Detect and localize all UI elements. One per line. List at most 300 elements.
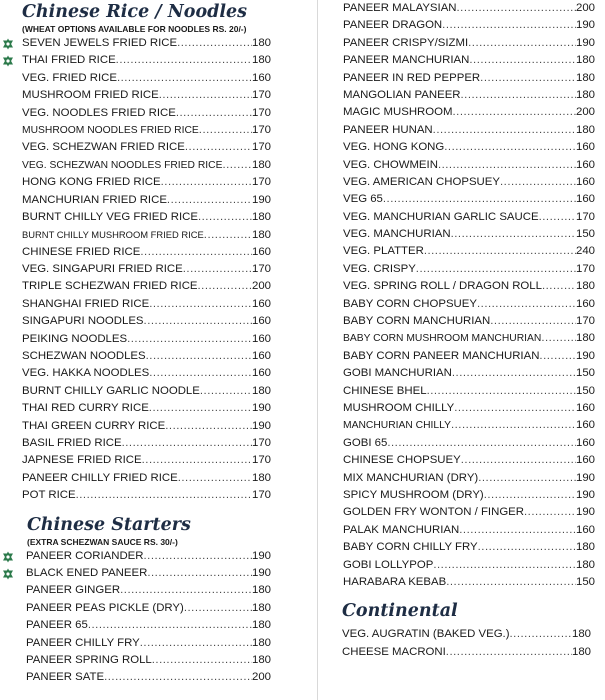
menu-item-name: POT RICE [22,489,76,502]
menu-item-name: SEVEN JEWELS FRIED RICE [22,37,178,49]
menu-item-name: VEG. SINGAPURI FRIED RICE [22,263,183,276]
menu-item-name: PANEER 65 [26,619,88,632]
menu-item-name: VEG. SCHEZWAN NOODLES FRIED RICE [22,159,223,171]
menu-item-name: VEG. FRIED RICE [22,71,117,84]
dot-leader [427,383,576,400]
menu-item-name: PALAK MANCHURIAN [343,523,460,536]
menu-item [0,452,315,469]
menu-item-price: 180 [251,158,271,171]
menu-item-name: MANGOLIAN PANEER [343,88,461,101]
menu-item-price: 150 [575,384,595,397]
menu-item [320,574,605,591]
menu-item-price: 180 [251,471,271,484]
dot-leader [185,139,252,156]
chinese-rice-section [0,0,315,505]
menu-item [320,226,605,243]
dot-leader [539,209,576,226]
menu-item [0,582,315,599]
menu-item-name: PANEER CRISPY/SIZMI [343,36,469,49]
dot-leader [177,35,252,52]
dot-leader [461,452,576,469]
dot-leader [383,191,576,208]
menu-item-name: TRIPLE SCHEZWAN FRIED RICE [22,280,198,293]
menu-item-name: SPICY MUSHROOM (DRY) [343,488,484,501]
menu-item [320,157,605,174]
dot-leader [446,574,576,591]
menu-item [320,278,605,295]
dot-leader [144,313,252,330]
menu-item-name: BABY CORN CHOPSUEY [343,297,477,310]
menu-item [320,209,605,226]
menu-item-name: BABY CORN PANEER MANCHURIAN [343,349,540,362]
menu-item-price: 160 [575,297,595,310]
menu-item-price: 180 [571,645,591,658]
menu-item-price: 190 [575,471,595,484]
menu-item [0,313,315,330]
menu-item-price: 190 [575,506,595,519]
menu-item-name: PANEER CHILLY FRIED RICE [22,471,178,484]
menu-item [0,331,315,348]
menu-item-price: 160 [575,141,595,154]
chinese-starters-list [0,548,315,687]
dot-leader [176,105,252,122]
menu-item-name: VEG. AMERICAN CHOPSUEY [343,175,500,188]
menu-item [320,0,605,17]
menu-item-price: 170 [251,436,271,449]
dot-leader [165,418,252,435]
menu-item-price: 170 [251,176,271,189]
dot-leader [127,331,252,348]
menu-item-price: 180 [575,123,595,136]
menu-item-name: GOBI LOLLYPOP [343,558,434,571]
star-of-david-icon [2,551,14,563]
column-divider [317,0,318,700]
menu-item-price: 190 [251,549,271,562]
menu-item-price: 190 [251,566,271,579]
menu-item-price: 160 [251,315,271,328]
menu-item [0,296,315,313]
menu-item [0,261,315,278]
menu-item-price: 160 [251,297,271,310]
menu-item-price: 180 [251,384,271,397]
dot-leader [477,296,576,313]
menu-item-name: VEG. AUGRATIN (BAKED VEG.) [342,628,510,641]
dot-leader [459,522,576,539]
menu-item [320,70,605,87]
menu-item [320,522,605,539]
menu-item [0,70,315,87]
menu-item-price: 170 [251,263,271,276]
menu-item [320,330,605,347]
menu-item-name: HARABARA KEBAB [343,575,447,588]
right-starters-list [320,0,605,591]
dot-leader [161,174,252,191]
menu-item-price: 200 [251,280,271,293]
dot-leader [149,296,252,313]
menu-item [0,174,315,191]
dot-leader [387,435,576,452]
menu-item-name: BURNT CHILLY MUSHROOM FRIED RICE [22,229,204,241]
menu-item [320,452,605,469]
menu-item-price: 160 [575,419,595,432]
menu-item-price: 170 [575,315,595,328]
menu-item [0,487,315,504]
menu-item-name: PANEER MANCHURIAN [343,54,470,67]
menu-item-name: VEG. PLATTER [343,245,424,258]
dot-leader [167,192,252,209]
menu-item-price: 170 [575,262,595,275]
menu-item-price: 180 [251,601,271,614]
dot-leader [120,582,252,599]
menu-item-name: VEG. SPRING ROLL / DRAGON ROLL [343,280,542,293]
dot-leader [539,348,576,365]
menu-item [0,435,315,452]
menu-item [320,644,605,661]
menu-item-name: PEIKING NOODLES [22,332,128,345]
dot-leader [478,470,576,487]
menu-item-name: MANCHURIAN FRIED RICE [22,193,167,206]
menu-item-name: VEG. MANCHURIAN [343,228,451,241]
dot-leader [144,548,252,565]
dot-leader [76,487,252,504]
menu-item-price: 150 [575,228,595,241]
menu-item [320,17,605,34]
menu-item [320,365,605,382]
dot-leader [454,400,576,417]
menu-item [320,626,605,643]
menu-item-name: CHEESE MACRONI [342,645,446,658]
menu-item-price: 180 [571,628,591,641]
menu-item-name: GOLDEN FRY WONTON / FINGER [343,506,525,519]
menu-item-price: 200 [575,2,595,14]
menu-item-price: 170 [575,210,595,223]
dot-leader [104,669,252,686]
menu-item [320,470,605,487]
section-note-chinese-rice: (WHEAT OPTIONS AVAILABLE FOR NOODLES RS. 20/-) [22,24,247,34]
menu-item-name: PANEER SATE [26,671,105,684]
menu-item-price: 150 [575,367,595,380]
menu-item-name: BASIL FRIED RICE [22,436,122,449]
menu-item-name: VEG. NOODLES FRIED RICE [22,106,176,119]
menu-item [320,557,605,574]
dot-leader [222,157,252,174]
menu-item [0,157,315,174]
star-of-david-icon [2,55,14,67]
menu-item-price: 160 [575,436,595,449]
dot-leader [198,278,252,295]
menu-item-name: CHINESE FRIED RICE [22,245,141,258]
section-title-continental: Continental [342,601,458,622]
dot-leader [524,504,576,521]
menu-item-price: 180 [251,37,271,49]
menu-item-name: PANEER CORIANDER [26,549,144,562]
menu-item-name: PANEER GINGER [26,584,121,597]
menu-item [320,122,605,139]
menu-item-price: 190 [251,193,271,206]
menu-item [0,122,315,139]
menu-item-price: 160 [575,175,595,188]
menu-item-name: CHINESE BHEL [343,384,427,397]
menu-item [0,105,315,122]
menu-item-price: 160 [251,367,271,380]
menu-item-name: MUSHROOM FRIED RICE [22,89,159,102]
menu-item [320,243,605,260]
dot-leader [468,35,576,52]
menu-item [320,104,605,121]
dot-leader [140,635,252,652]
menu-item-name: PANEER CHILLY FRY [26,636,140,649]
dot-leader [480,70,576,87]
dot-leader [510,626,572,643]
menu-item-price: 180 [251,636,271,649]
menu-item-price: 170 [251,141,271,154]
menu-item-name: THAI RED CURRY RICE [22,402,149,415]
menu-item-name: GOBI 65 [343,436,388,449]
menu-item-price: 160 [575,158,595,171]
menu-item-price: 160 [575,401,595,414]
menu-item [0,652,315,669]
dot-leader [461,87,576,104]
menu-item-name: VEG 65 [343,193,383,206]
section-title-chinese-starters: Chinese Starters [27,514,191,535]
dot-leader [452,365,576,382]
menu-item-price: 180 [251,229,271,242]
right-starters-section [320,0,605,591]
menu-item [320,296,605,313]
dot-leader [444,139,576,156]
menu-item-name: MANCHURIAN CHILLY [343,420,451,432]
menu-item-price: 160 [251,71,271,84]
dot-leader [122,435,252,452]
menu-item [320,487,605,504]
dot-leader [442,17,576,34]
menu-item-price: 180 [575,88,595,101]
dot-leader [424,243,576,260]
menu-item-name: MAGIC MUSHROOM [343,106,453,119]
menu-item-name: BURNT CHILLY VEG FRIED RICE [22,210,198,223]
menu-item [0,348,315,365]
menu-item-name: MIX MANCHURIAN (DRY) [343,471,479,484]
menu-item-name: BABY CORN MANCHURIAN [343,315,491,328]
menu-item-name: CHINESE CHOPSUEY [343,454,461,467]
menu-item [0,139,315,156]
star-of-david-icon [2,38,14,50]
menu-item [320,35,605,52]
menu-item-name: HONG KONG FRIED RICE [22,176,161,189]
menu-item [0,383,315,400]
dot-leader [159,87,252,104]
dot-leader [433,122,576,139]
menu-item-price: 180 [575,71,595,84]
menu-item [0,400,315,417]
menu-item [320,348,605,365]
menu-item-name: VEG. CRISPY [343,262,416,275]
menu-item-price: 240 [575,245,595,258]
menu-item-name: PANEER DRAGON [343,19,443,32]
menu-item [320,261,605,278]
menu-item-name: PANEER HUNAN [343,123,433,136]
menu-item [0,365,315,382]
dot-leader [484,487,576,504]
menu-item [320,417,605,434]
menu-item [320,400,605,417]
menu-item-price: 190 [575,36,595,49]
menu-item-price: 180 [575,332,595,345]
menu-item [320,383,605,400]
dot-leader [140,244,252,261]
menu-item-price: 180 [251,619,271,632]
menu-item-price: 180 [575,541,595,554]
menu-item-name: BABY CORN MUSHROOM MANCHURIAN [343,333,542,345]
continental-list [320,626,605,661]
menu-item-price: 170 [251,89,271,102]
menu-item-price: 160 [251,332,271,345]
menu-item [0,209,315,226]
dot-leader [541,330,576,347]
continental-section [320,591,605,661]
menu-item [320,174,605,191]
menu-item-name: THAI FRIED RICE [22,54,116,67]
dot-leader [149,400,252,417]
menu-item-name: VEG. HAKKA NOODLES [22,367,150,380]
chinese-rice-list [0,35,315,505]
menu-item-price: 160 [251,350,271,363]
menu-item [0,87,315,104]
menu-item [0,635,315,652]
menu-item-price: 150 [575,575,595,588]
menu-item-price: 180 [251,653,271,666]
menu-item-price: 170 [251,454,271,467]
menu-item [320,139,605,156]
menu-item [0,669,315,686]
menu-item-price: 160 [251,245,271,258]
dot-leader [457,0,576,17]
menu-item-price: 190 [575,349,595,362]
menu-item-name: SCHEZWAN NOODLES [22,350,146,363]
menu-item-name: JAPNESE FRIED RICE [22,454,142,467]
chinese-starters-section [0,505,315,687]
menu-item-price: 200 [251,671,271,684]
menu-item-price: 170 [251,489,271,502]
menu-item [320,191,605,208]
dot-leader [500,174,576,191]
dot-leader [542,278,576,295]
menu-item-name: MUSHROOM CHILLY [343,401,455,414]
dot-leader [149,365,252,382]
menu-item-name: MUSHROOM NOODLES FRIED RICE [22,124,199,136]
dot-leader [452,104,576,121]
menu-item-price: 160 [575,454,595,467]
menu-item-name: PANEER MALAYSIAN [343,2,457,14]
right-column [320,0,605,661]
dot-leader [433,557,576,574]
dot-leader [117,70,252,87]
dot-leader [152,652,252,669]
menu-item-price: 180 [251,210,271,223]
menu-item-name: BURNT CHILLY GARLIC NOODLE [22,384,200,397]
menu-item-name: GOBI MANCHURIAN [343,367,452,380]
menu-item-price: 190 [251,419,271,432]
dot-leader [204,227,252,244]
star-of-david-icon [2,568,14,580]
menu-item [320,87,605,104]
section-title-chinese-rice: Chinese Rice / Noodles [22,2,248,22]
menu-item [0,35,315,52]
menu-item [0,600,315,617]
menu-item-price: 170 [251,123,271,136]
dot-leader [438,157,576,174]
menu-item-name: VEG. SCHEZWAN FRIED RICE [22,141,185,154]
dot-leader [178,470,252,487]
menu-item [0,226,315,243]
menu-item-name: VEG. CHOWMEIN [343,158,438,171]
menu-item [0,244,315,261]
dot-leader [147,565,252,582]
menu-item-name: SINGAPURI NOODLES [22,315,144,328]
menu-item-price: 180 [575,280,595,293]
menu-item [0,470,315,487]
menu-item-name: SHANGHAI FRIED RICE [22,297,150,310]
dot-leader [198,209,252,226]
section-note-chinese-starters: (EXTRA SCHEZWAN SAUCE RS. 30/-) [27,536,178,547]
dot-leader [88,617,252,634]
dot-leader [199,122,252,139]
menu-item [320,539,605,556]
menu-item-name: PANEER PEAS PICKLE (DRY) [26,601,184,614]
menu-item-price: 190 [575,488,595,501]
menu-item [320,504,605,521]
menu-item-price: 170 [251,106,271,119]
menu-item-name: THAI GREEN CURRY RICE [22,419,166,432]
dot-leader [116,52,252,69]
dot-leader [446,644,572,661]
menu-item [0,278,315,295]
dot-leader [146,348,252,365]
menu-item-price: 160 [575,193,595,206]
menu-item-name: PANEER SPRING ROLL [26,653,152,666]
menu-item-name: BABY CORN CHILLY FRY [343,541,478,554]
menu-item-name: VEG. HONG KONG [343,141,445,154]
menu-item-name: PANEER IN RED PEPPER [343,71,481,84]
dot-leader [416,261,576,278]
menu-item [0,192,315,209]
menu-item-price: 180 [251,584,271,597]
dot-leader [184,600,252,617]
dot-leader [451,226,576,243]
menu-item [0,617,315,634]
dot-leader [478,539,576,556]
menu-item [0,565,315,582]
menu-item [0,418,315,435]
dot-leader [142,452,252,469]
menu-item-price: 200 [575,106,595,119]
menu-item-price: 190 [575,19,595,32]
dot-leader [469,52,576,69]
menu-item-price: 180 [251,54,271,67]
dot-leader [451,417,576,434]
menu-item [320,52,605,69]
dot-leader [183,261,252,278]
menu-item-price: 180 [575,54,595,67]
menu-item-name: VEG. MANCHURIAN GARLIC SAUCE [343,210,539,223]
menu-item-price: 180 [575,558,595,571]
dot-leader [200,383,252,400]
menu-item [0,548,315,565]
menu-item [320,435,605,452]
menu-item-name: BLACK ENED PANEER [26,566,148,579]
menu-item [0,52,315,69]
menu-item-price: 160 [575,523,595,536]
